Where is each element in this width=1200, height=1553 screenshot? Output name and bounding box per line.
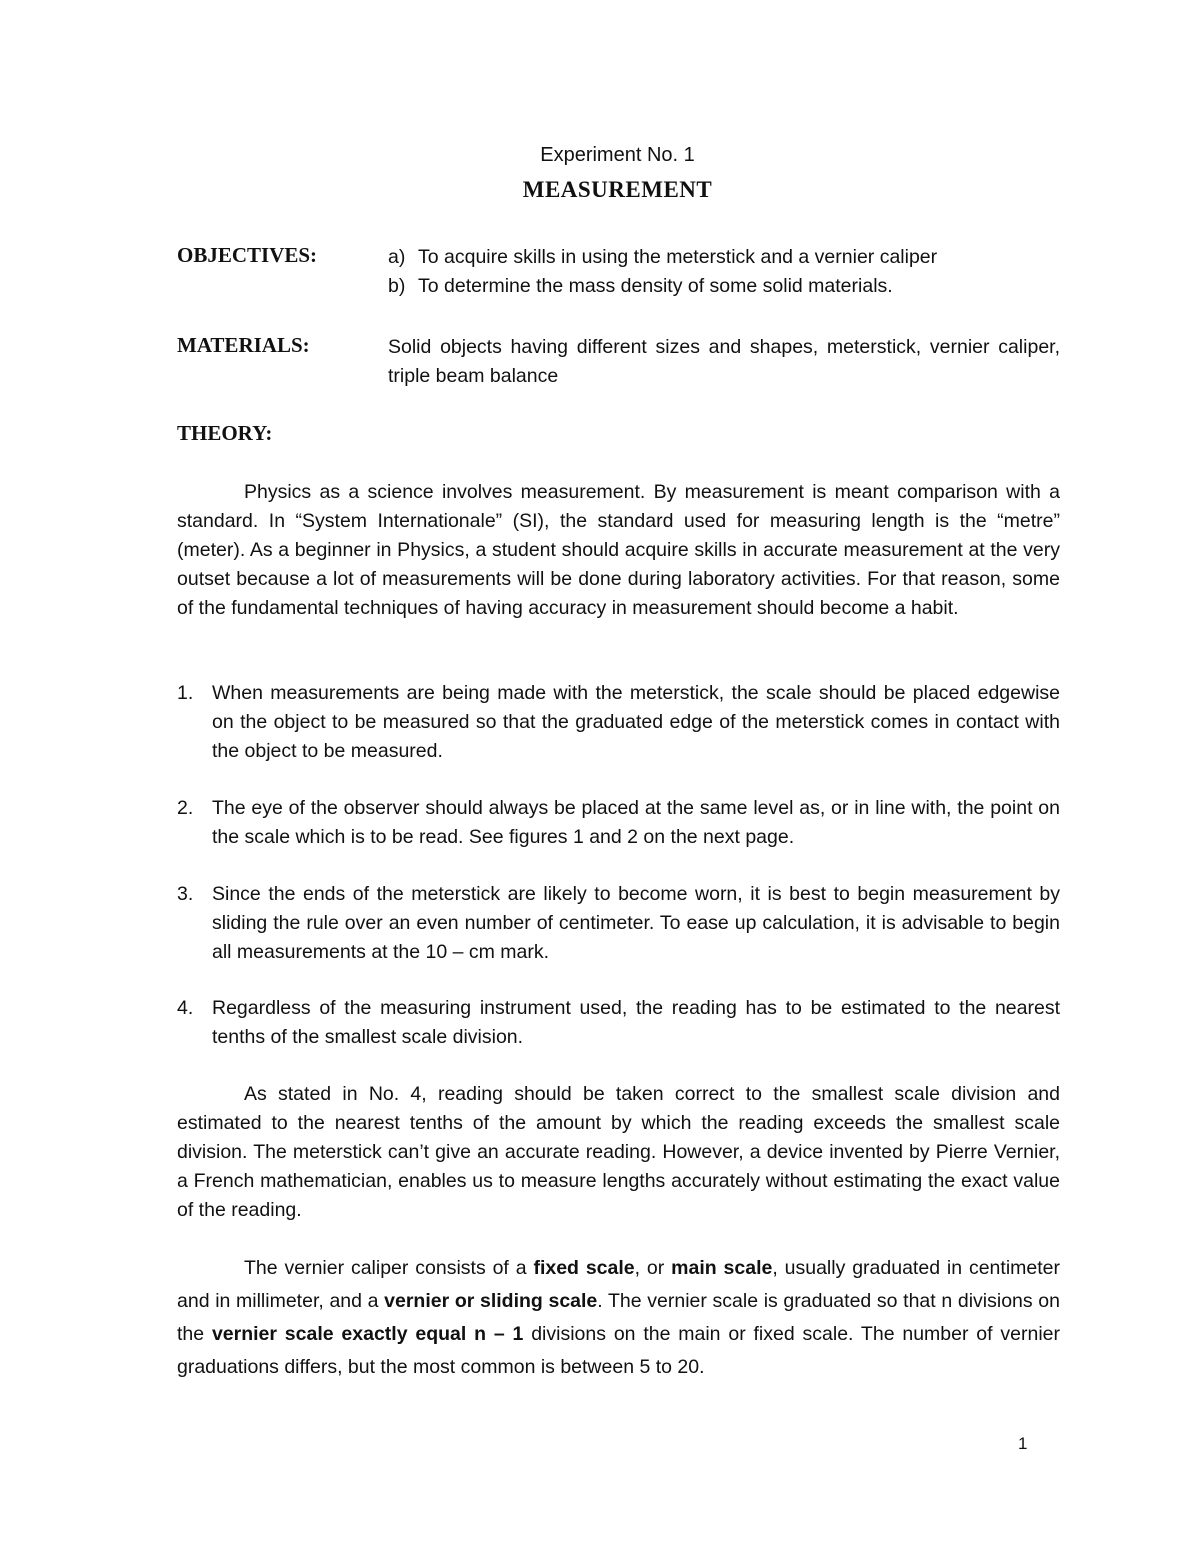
list-item xyxy=(177,880,1060,967)
experiment-number: Experiment No. 1 xyxy=(540,144,695,166)
list-marker: 4. xyxy=(177,997,194,1019)
caliper-paragraph xyxy=(177,1252,1060,1384)
list-item-text: Regardless of the measuring instrument used, the reading has to be estimated to the nearest tenths of the smallest scale division. xyxy=(212,997,1060,1048)
objectives-label: OBJECTIVES: xyxy=(177,243,318,267)
caliper-term-equality: vernier scale exactly equal n – 1 xyxy=(211,1323,524,1345)
objective-text: To acquire skills in using the meterstick and a vernier caliper xyxy=(418,246,938,268)
caliper-text: , or xyxy=(634,1257,672,1279)
list-item xyxy=(388,272,1060,301)
caliper-text: . The vernier scale is graduated so that n divisions on the xyxy=(177,1290,1060,1345)
caliper-term-fixed-scale: fixed scale xyxy=(533,1257,635,1279)
objective-text: To determine the mass density of some solid materials. xyxy=(418,275,893,297)
caliper-term-main-scale: main scale xyxy=(671,1257,773,1279)
page-title: MEASUREMENT xyxy=(522,177,713,202)
list-marker: 2. xyxy=(177,797,194,819)
list-item-text: The eye of the observer should always be placed at the same level as, or in line with, the point on the scale which is to be read. See figures 1 and 2 on the next page. xyxy=(212,797,1060,848)
objectives-list xyxy=(388,243,1060,301)
list-marker: a) xyxy=(388,246,406,268)
materials-label: MATERIALS: xyxy=(177,333,310,357)
list-item xyxy=(177,794,1060,852)
caliper-term-vernier-scale: vernier or sliding scale xyxy=(384,1290,598,1312)
caliper-text: The vernier caliper consists of a xyxy=(244,1257,534,1279)
caliper-text: divisions on the main or fixed scale. The number of vernier graduations differs, but the most common is between 5 to 20. xyxy=(177,1323,1060,1378)
theory-label: THEORY: xyxy=(177,421,273,445)
page-number: 1 xyxy=(1018,1434,1028,1453)
list-item-text: Since the ends of the meterstick are likely to become worn, it is best to begin measurement by sliding the rule over an even number of centimeter. To ease up calculation, it is advisable to begin all measurements at the 10 – cm mark. xyxy=(212,883,1060,963)
list-item-text: When measurements are being made with the meterstick, the scale should be placed edgewise on the object to be measured so that the graduated edge of the meterstick comes in contact with the object to be measured. xyxy=(212,682,1060,762)
list-marker: 1. xyxy=(177,682,194,704)
list-marker: b) xyxy=(388,275,406,297)
list-marker: 3. xyxy=(177,883,194,905)
list-item xyxy=(388,243,1060,272)
list-item xyxy=(177,994,1060,1052)
list-item xyxy=(177,679,1060,766)
theory-intro-paragraph: Physics as a science involves measurement. By measurement is meant comparison with a standard. In “System Internationale” (SI), the standard used for measuring length is the “metre” (meter). As a beginner in Physics, a student should acquire skills in accurate measurement at the very outset because a lot of measurements will be done during laboratory activities. For that reason, some of the fundamental techniques of having accuracy in measurement should become a habit. xyxy=(177,481,1060,619)
caliper-text: , usually graduated in centimeter and in millimeter, and a xyxy=(177,1257,1061,1312)
vernier-paragraph: As stated in No. 4, reading should be taken correct to the smallest scale division and estimated to the nearest tenths of the amount by which the reading exceeds the smallest scale division. The meterstick can’t give an accurate reading. However, a device invented by Pierre Vernier, a French mathematician, enables us to measure lengths accurately without estimating the exact value of the reading. xyxy=(177,1083,1060,1221)
materials-text: Solid objects having different sizes and shapes, meterstick, vernier caliper, triple beam balance xyxy=(388,336,1060,387)
